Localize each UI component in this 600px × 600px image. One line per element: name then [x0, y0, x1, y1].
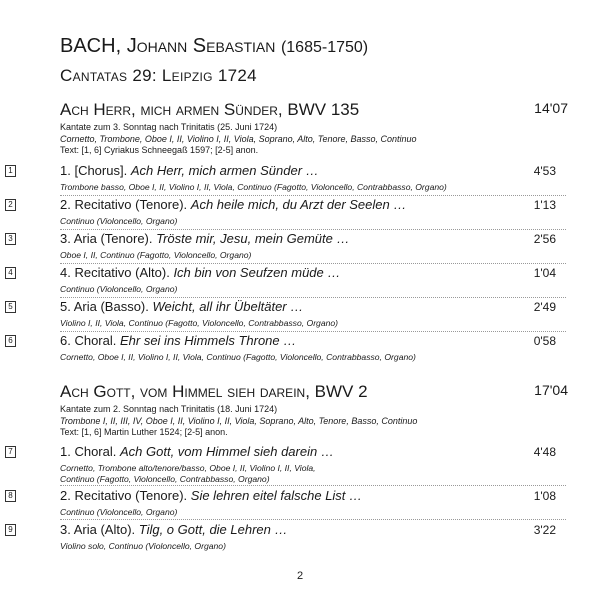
track-title: 1. [Chorus]. Ach Herr, mich armen Sünder …: [60, 163, 319, 178]
divider: [60, 331, 566, 332]
track-duration: 0'58: [533, 334, 556, 348]
track-title: 3. Aria (Alto). Tilg, o Gott, die Lehren …: [60, 522, 288, 537]
track-title: 2. Recitativo (Tenore). Sie lehren eitel falsche List …: [60, 488, 363, 503]
track-instrumentation: Violino solo, Continuo (Violoncello, Organo): [60, 541, 226, 551]
cantata-occasion: Kantate zum 3. Sonntag nach Trinitatis (25. Juni 1724): [60, 122, 278, 132]
track-title: 6. Choral. Ehr sei ins Himmels Throne …: [60, 333, 297, 348]
track-instrumentation: Continuo (Violoncello, Organo): [60, 284, 178, 294]
track-duration: 1'04: [533, 266, 556, 280]
track-duration: 4'53: [533, 164, 556, 178]
track-instrumentation: Cornetto, Oboe I, II, Violino I, II, Viola, Continuo (Fagotto, Violoncello, Contrabbasso, Organo): [60, 352, 416, 362]
track-number: 1: [5, 165, 16, 177]
track-duration: 4'48: [533, 445, 556, 459]
cantata-scoring: Trombone I, II, III, IV, Oboe I, II, Violino I, II, Viola, Soprano, Alto, Tenore, Basso, Continuo: [60, 415, 418, 426]
composer-dates: (1685-1750): [280, 39, 369, 56]
page-subtitle: Cantatas 29: Leipzig 1724: [60, 66, 257, 85]
track-number: 4: [5, 267, 16, 279]
track-title: 5. Aria (Basso). Weicht, all ihr Übeltäter …: [60, 299, 304, 314]
cantata-scoring: Cornetto, Trombone, Oboe I, II, Violino I, II, Viola, Soprano, Alto, Tenore, Basso, Continuo: [60, 133, 417, 144]
track-duration: 1'08: [533, 489, 556, 503]
cantata-block: [60, 100, 566, 157]
cantata-duration: 17'04: [534, 382, 568, 398]
track-number: 9: [5, 524, 16, 536]
cantata-title: Ach Herr, mich armen Sünder, BWV 135: [60, 100, 360, 119]
track-title: 3. Aria (Tenore). Tröste mir, Jesu, mein Gemüte …: [60, 231, 350, 246]
composer-surname: BACH,: [60, 35, 122, 57]
track-instrumentation: Cornetto, Trombone alto/tenore/basso, Oboe I, II, Violino I, II, Viola, Continuo (Fagotto, Violoncello, Contrabbasso, Organo): [60, 463, 316, 484]
composer-forenames: Johann Sebastian: [126, 35, 276, 57]
track-duration: 2'49: [533, 300, 556, 314]
track-number: 3: [5, 233, 16, 245]
track-instrumentation: Continuo (Violoncello, Organo): [60, 216, 178, 226]
track-title: 2. Recitativo (Tenore). Ach heile mich, du Arzt der Seelen …: [60, 197, 407, 212]
track-title: 4. Recitativo (Alto). Ich bin von Seufzen müde …: [60, 265, 341, 280]
track-instrumentation: Trombone basso, Oboe I, II, Violino I, II, Viola, Continuo (Fagotto, Violoncello, Contrabbasso, Organo): [60, 182, 447, 192]
track-number: 5: [5, 301, 16, 313]
track-number: 6: [5, 335, 16, 347]
track-title: 1. Choral. Ach Gott, vom Himmel sieh darein …: [60, 444, 334, 459]
track-duration: 1'13: [533, 198, 556, 212]
divider: [60, 485, 566, 486]
divider: [60, 297, 566, 298]
divider: [60, 519, 566, 520]
cantata-occasion: Kantate zum 2. Sonntag nach Trinitatis (18. Juni 1724): [60, 404, 278, 414]
cantata-block: [60, 382, 566, 439]
composer-heading: [60, 34, 368, 60]
track-number: 2: [5, 199, 16, 211]
track-number: 8: [5, 490, 16, 502]
track-duration: 2'56: [533, 232, 556, 246]
track-instrumentation: Continuo (Violoncello, Organo): [60, 507, 178, 517]
track-duration: 3'22: [533, 523, 556, 537]
cantata-title: Ach Gott, vom Himmel sieh darein, BWV 2: [60, 382, 368, 401]
track-instrumentation: Oboe I, II, Continuo (Fagotto, Violoncello, Organo): [60, 250, 252, 260]
track-instrumentation: Violino I, II, Viola, Continuo (Fagotto, Violoncello, Contrabbasso, Organo): [60, 318, 339, 328]
divider: [60, 229, 566, 230]
cantata-text-source: Text: [1, 6] Cyriakus Schneegaß 1597; [2-5] anon.: [60, 145, 259, 155]
divider: [60, 195, 566, 196]
cantata-text-source: Text: [1, 6] Martin Luther 1524; [2-5] anon.: [60, 427, 228, 437]
page-number: 2: [296, 570, 304, 582]
divider: [60, 263, 566, 264]
cantata-duration: 14'07: [534, 100, 568, 116]
track-number: 7: [5, 446, 16, 458]
